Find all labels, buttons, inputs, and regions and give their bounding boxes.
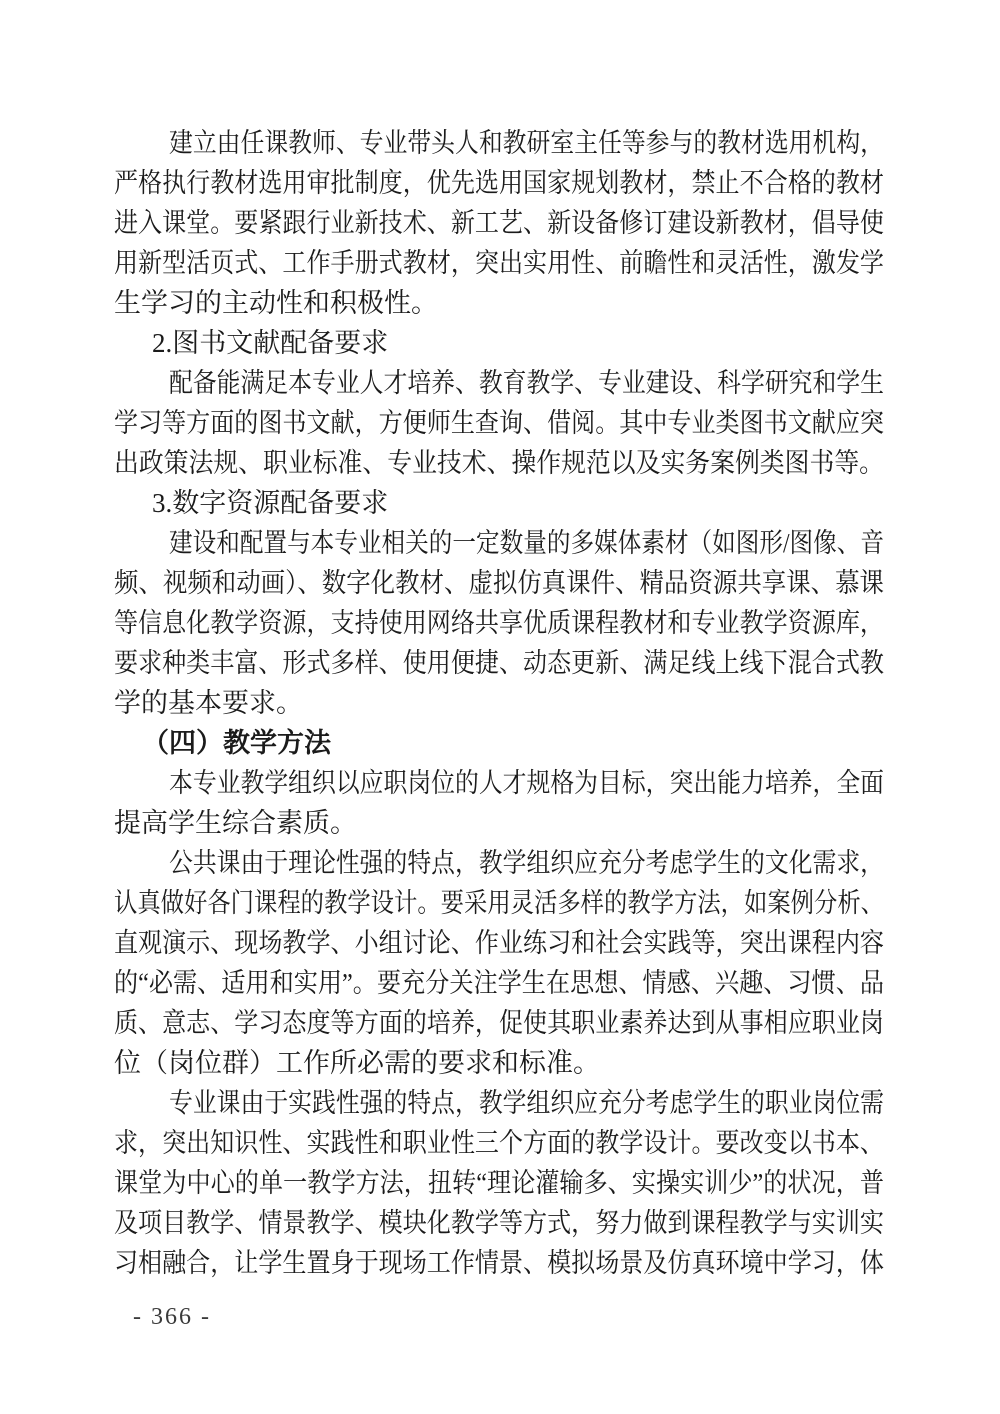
text-line: 位（岗位群）工作所必需的要求和标准。	[114, 1048, 600, 1078]
text-line: 出政策法规、职业标准、专业技术、操作规范以及实务案例类图书等。	[114, 448, 884, 478]
text-line: 严格执行教材选用审批制度，优先选用国家规划教材，禁止不合格的教材	[114, 168, 884, 198]
section-heading-line: （四）教学方法	[142, 728, 331, 758]
text-line: 习相融合，让学生置身于现场工作情景、模拟场景及仿真环境中学习，体	[114, 1248, 884, 1278]
text-line: 等信息化教学资源，支持使用网络共享优质课程教材和专业教学资源库，	[114, 608, 884, 638]
paragraph-public-courses	[114, 843, 884, 1083]
text-line: 质、意志、学习态度等方面的培养，促使其职业素养达到从事相应职业岗	[114, 1008, 884, 1038]
text-line: 用新型活页式、工作手册式教材，突出实用性、前瞻性和灵活性，激发学	[114, 248, 884, 278]
subsection-heading-digital	[114, 483, 884, 523]
text-line: 生学习的主动性和积极性。	[114, 288, 438, 318]
text-line: 专业课由于实践性强的特点，教学组织应充分考虑学生的职业岗位需	[169, 1088, 884, 1118]
text-line: 频、视频和动画）、数字化教材、虚拟仿真课件、精品资源共享课、慕课	[114, 568, 884, 598]
page-number: - 366 -	[133, 1304, 211, 1330]
paragraph-teaching-goal	[114, 763, 884, 843]
paragraph-textbook-selection	[114, 123, 884, 323]
paragraph-digital-resources	[114, 523, 884, 723]
text-line: 建立由任课教师、专业带头人和教研室主任等参与的教材选用机构，	[169, 128, 884, 158]
paragraph-professional-courses	[114, 1083, 884, 1283]
text-line: 配备能满足本专业人才培养、教育教学、专业建设、科学研究和学生	[169, 368, 884, 398]
text-line: 本专业教学组织以应职岗位的人才规格为目标，突出能力培养，全面	[169, 768, 884, 798]
text-line: 及项目教学、情景教学、模块化教学等方式，努力做到课程教学与实训实	[114, 1208, 884, 1238]
text-line: 要求种类丰富、形式多样、使用便捷、动态更新、满足线上线下混合式教	[114, 648, 884, 678]
text-line: 学习等方面的图书文献，方便师生查询、借阅。其中专业类图书文献应突	[114, 408, 884, 438]
text-line: 求，突出知识性、实践性和职业性三个方面的教学设计。要改变以书本、	[114, 1128, 884, 1158]
text-line: 建设和配置与本专业相关的一定数量的多媒体素材（如图形/图像、音	[169, 528, 884, 558]
subsection-heading-books	[114, 323, 884, 363]
paragraph-book-resources	[114, 363, 884, 483]
text-line: 直观演示、现场教学、小组讨论、作业练习和社会实践等，突出课程内容	[114, 928, 884, 958]
text-line: 进入课堂。要紧跟行业新技术、新工艺、新设备修订建设新教材，倡导使	[114, 208, 884, 238]
text-line: 公共课由于理论性强的特点，教学组织应充分考虑学生的文化需求，	[169, 848, 884, 878]
section-heading-teaching-methods	[114, 723, 884, 763]
text-line: 的“必需、适用和实用”。要充分关注学生在思想、情感、兴趣、习惯、品	[114, 968, 884, 998]
page-body-text	[114, 123, 884, 1283]
subsection-heading-line: 3.数字资源配备要求	[152, 488, 389, 518]
text-line: 提高学生综合素质。	[114, 808, 357, 838]
subsection-heading-line: 2.图书文献配备要求	[152, 328, 389, 358]
text-line: 学的基本要求。	[114, 688, 303, 718]
text-line: 认真做好各门课程的教学设计。要采用灵活多样的教学方法，如案例分析、	[114, 888, 884, 918]
text-line: 课堂为中心的单一教学方法，扭转“理论灌输多、实操实训少”的状况，普	[114, 1168, 884, 1198]
